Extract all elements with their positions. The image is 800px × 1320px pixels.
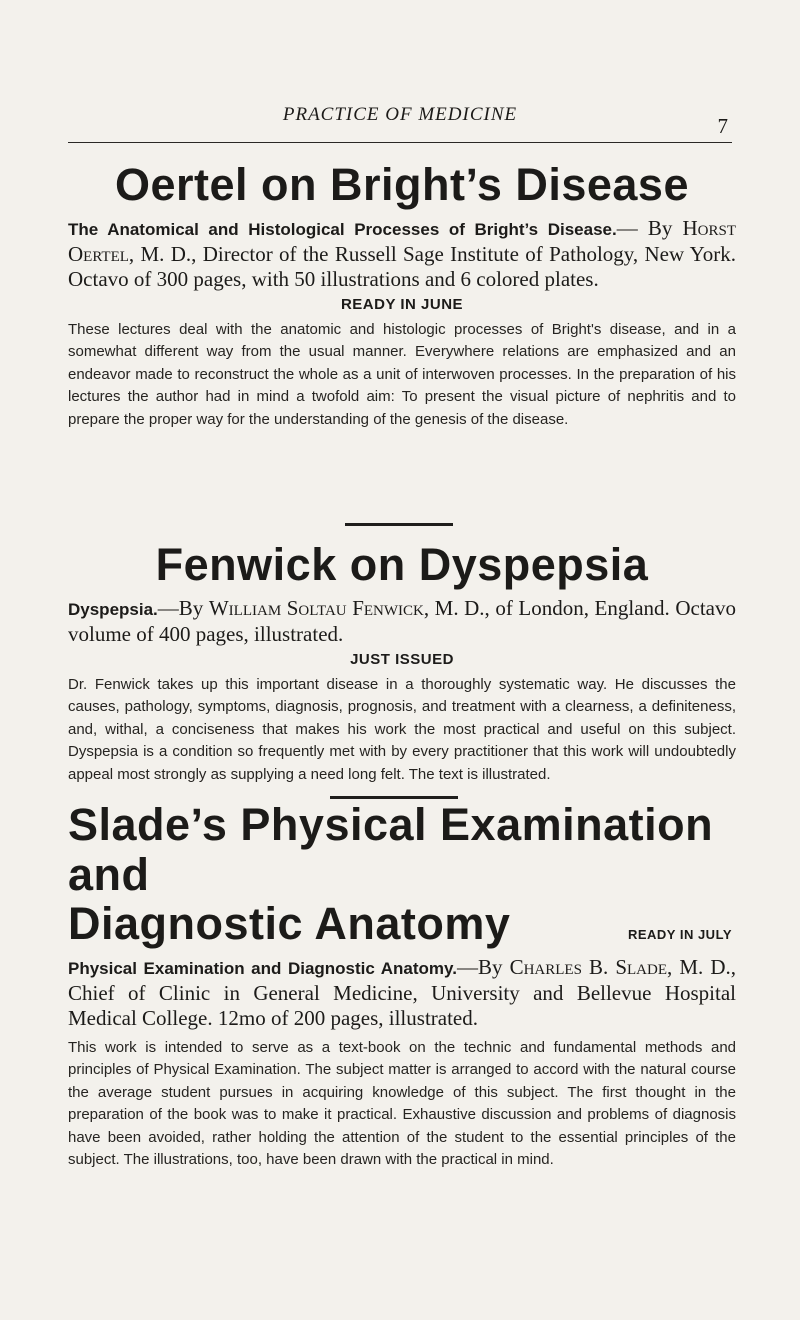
availability-status: READY IN JUNE xyxy=(340,295,464,313)
section-divider xyxy=(345,523,453,526)
book-description: Physical Examination and Diagnostic Anatomy.—By Charles B. Slade, M. D., Chief of Clinic in General Medicine, University and Bellevue Hospital Medical College. 12mo of 200 pages, illustrated. xyxy=(68,954,736,1030)
running-title: PRACTICE OF MEDICINE xyxy=(282,104,518,125)
availability-status: READY IN JULY xyxy=(627,927,732,942)
book-subject: The Anatomical and Histological Processes of Bright’s Disease. xyxy=(68,219,617,239)
book-details: , M. D., Director of the Russell Sage Institute of Pathology, New York. Octavo of 300 pages, with 50 illustrations and 6 colored plates. xyxy=(68,241,736,291)
book-details: , M. D., of London, England. Octavo volume of 400 pages, illustrated. xyxy=(68,595,736,646)
book-details: , M. D., Chief of Clinic in General Medicine, University and Bellevue Hospital Medical College. 12mo of 200 pages, illustrated. xyxy=(68,954,736,1030)
book-summary: This work is intended to serve as a text-book on the technic and fundamental methods and principles of Physical Examination. The subject matter is arranged to accord with the natural course the average student pursues in acquiring knowledge of this subject. The first thought in the preparation of the book was to make it practical. Exhaustive discussion and problems of diagnosis have been avoided, rather holding the attention of the student to the essential principles of the subject. The illustrations, too, have been drawn with the practical in mind. xyxy=(68,1038,736,1168)
running-header xyxy=(68,100,732,143)
author-name: William Soltau Fenwick xyxy=(208,595,424,620)
book-entry-oertel xyxy=(68,160,736,431)
author-name: Horst Oertel xyxy=(68,215,736,266)
book-subject: Physical Examination and Diagnostic Anatomy. xyxy=(68,958,457,978)
availability-status: JUST ISSUED xyxy=(350,650,454,668)
book-title-line-2: Diagnostic Anatomy xyxy=(68,898,511,949)
book-title-row xyxy=(68,899,736,949)
book-summary: These lectures deal with the anatomic and histologic processes of Bright's disease, and in a somewhat different way from the usual manner. Everywhere relations are emphasized and an endeavor made to reconstruct the whole as a unit of interwoven processes. In the preparation of his lectures the author had in mind a twofold aim: To present the visual picture of nephritis and to prepare the proper way for the understanding of the genesis of the disease. xyxy=(68,320,736,428)
book-entry-slade xyxy=(68,800,736,1172)
book-description: Dyspepsia.—By William Soltau Fenwick, M. D., of London, England. Octavo volume of 400 pages, illustrated. xyxy=(68,595,736,646)
book-description: The Anatomical and Histological Processes of Bright’s Disease.— By Horst Oertel, M. D., Director of the Russell Sage Institute of Pathology, New York. Octavo of 300 pages, with 50 illustrations and 6 colored plates. xyxy=(68,215,736,291)
author-name: Charles B. Slade xyxy=(509,954,667,979)
book-title: Fenwick on Dyspepsia xyxy=(155,539,649,590)
page-number: 7 xyxy=(717,114,728,138)
book-subject: Dyspepsia. xyxy=(68,599,158,619)
book-title-line-1: Slade’s Physical Examination and xyxy=(68,799,714,900)
book-summary: Dr. Fenwick takes up this important disease in a thoroughly systematic way. He discusses the causes, pathology, symptoms, diagnosis, prognosis, and treatment with a clearness, a definiteness, and, withal, a conciseness that makes his work the most practical and useful on this subject. Dyspepsia is a condition so frequently met with by every practitioner that this work will undoubtedly appeal most strongly as supplying a need long felt. The text is illustrated. xyxy=(68,675,736,783)
book-title: Oertel on Bright’s Disease xyxy=(114,159,689,210)
book-entry-fenwick xyxy=(68,540,736,786)
